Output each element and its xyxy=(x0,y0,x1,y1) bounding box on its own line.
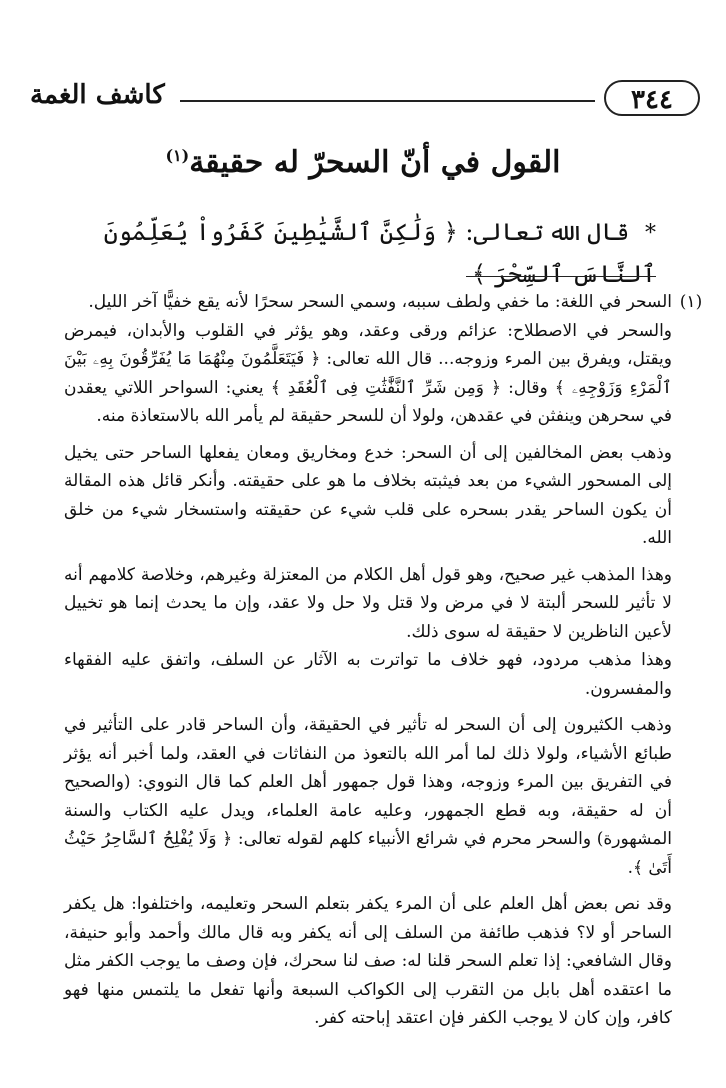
footnote-reference: (١) xyxy=(165,146,190,165)
star-icon: * xyxy=(645,221,656,246)
footnote-separator xyxy=(466,276,656,277)
book-title: كاشف الغمة xyxy=(30,80,165,110)
verse-line xyxy=(46,212,656,294)
footnote-paragraph: وهذا مذهب مردود، فهو خلاف ما تواترت به الآثار عن السلف، واتفق عليه الفقهاء والمفسرون. xyxy=(64,650,672,699)
section-title xyxy=(0,145,726,180)
verse-intro: قال الله تعالى: xyxy=(465,218,630,246)
footnote-body xyxy=(64,288,672,1033)
page-number: ٣٤٤ xyxy=(604,80,700,116)
page-header xyxy=(30,78,700,124)
header-rule xyxy=(180,100,595,102)
footnote-paragraph: وذهب الكثيرون إلى أن السحر له تأثير في الحقيقة، وأن الساحر قادر على التأثير في طبائع الأشياء، ولولا ذلك لما أمر الله بالتعوذ من النفاثات في العقد، ولما أخبر أنه يؤثر في التفريق بين المرء وزوجه، وهذا قول جمهور أهل العلم كما قال النووي: (والصحيح أن له حقيقة، وبه قطع الجمهور، وعليه عامة العلماء، ويدل عليه الكتاب والسنة المشهورة) والسحر محرم في شرائع الأنبياء كلهم لقوله تعالى: ﴿ وَلَا يُفْلِحُ ٱلسَّاحِرُ حَيْثُ أَتَىٰ ﴾. xyxy=(64,715,672,878)
section-title-text: القول في أنّ السحرّ له حقيقة xyxy=(189,145,561,180)
quran-verse: ﴿ وَلَٰكِنَّ ٱلشَّيَٰطِينَ كَفَرُواْ يُعَلِّمُونَ ٱلنَّاسَ ٱلسِّحْرَ ﴾ xyxy=(103,218,656,288)
footnote-paragraph: السحر في اللغة: ما خفي ولطف سببه، وسمي السحر سحرًا لأنه يقع خفيًّا آخر الليل. xyxy=(88,292,672,312)
footnote-paragraph: وذهب بعض المخالفين إلى أن السحر: خدع ومخاريق ومعان يفعلها الساحر حتى يخيل إلى المسحور الشيء من بعد فيثبته بخلاف ما هو على حقيقته. وأنكر قائل هذه المقالة أن يكون الساحر يقدر بسحره على قلب شيء عن حقيقته واستسخار شيء من خلق الله. xyxy=(64,442,672,548)
footnote-paragraph: وهذا المذهب غير صحيح، وهو قول أهل الكلام من المعتزلة وغيرهم، وخلاصة كلامهم أنه لا تأثير للسحر ألبتة لا في مرض ولا قتل ولا حل ولا عقد، وإن ما يحدث إنما هو تخييل لأعين الناظرين لا حقيقة له سوى ذلك. xyxy=(64,564,672,642)
footnote-paragraph: والسحر في الاصطلاح: عزائم ورقى وعقد، وهو يؤثر في القلوب والأبدان، فيمرض ويقتل، ويفرق بين المرء وزوجه... قال الله تعالى: ﴿ فَيَتَعَلَّمُونَ مِنْهُمَا مَا يُفَرِّقُونَ بِهِۦ بَيْنَ ٱلْمَرْءِ وَزَوْجِهِۦ ﴾ وقال: ﴿ وَمِن شَرِّ ٱلنَّفَّٰثَٰتِ فِى ٱلْعُقَدِ ﴾ يعني: السواحر اللاتي يعقدن في سحرهن وينفثن في عقدهن، ولولا أن للسحر حقيقة لم يأمر الله بالاستعاذة منه. xyxy=(64,320,672,426)
footnote-marker: (١) xyxy=(679,292,703,312)
footnote-paragraph: وقد نص بعض أهل العلم على أن المرء يكفر بتعلم السحر وتعليمه، واختلفوا: هل يكفر الساحر أو لا؟ فذهب طائفة من السلف إلى أنه يكفر وبه قال مالك وأحمد وأبو حنيفة، وقال الشافعي: إذا تعلم السحر قلنا له: صف لنا سحرك، فإن وصف ما يوجب الكفر مثل ما اعتقده أهل بابل من التقرب إلى الكواكب السبعة وأنها تفعل ما يلتمس منها فهو كافر، وإن كان لا يوجب الكفر فإن اعتقد إباحته كفر. xyxy=(64,894,672,1028)
